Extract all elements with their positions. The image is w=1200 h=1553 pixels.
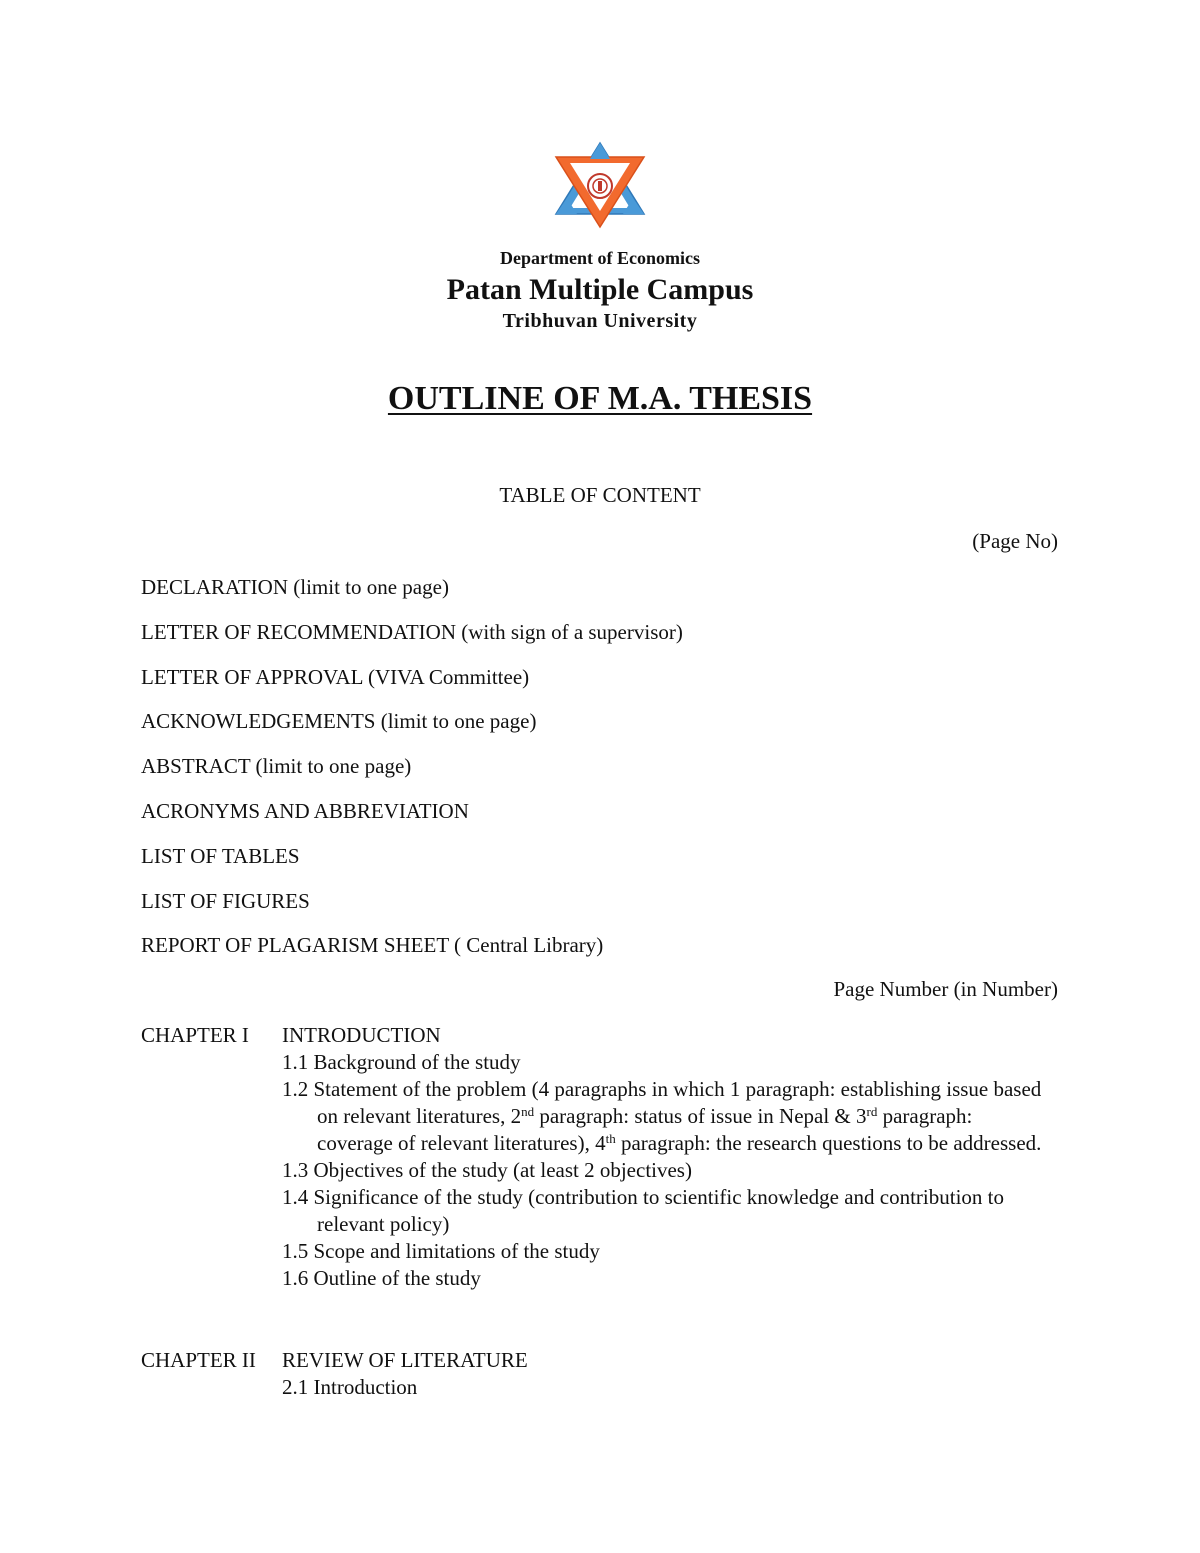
section-text: paragraph: the research questions to be addressed. — [615, 1131, 1042, 1155]
section-list — [282, 1049, 1042, 1292]
department-name: Department of Economics — [500, 248, 700, 268]
campus-name: Patan Multiple Campus — [446, 273, 754, 306]
front-matter-item: REPORT OF PLAGARISM SHEET ( Central Library) — [141, 933, 604, 958]
front-matter-item: ACKNOWLEDGEMENTS (limit to one page) — [141, 709, 537, 734]
section-item: 1.6 Outline of the study — [282, 1266, 481, 1290]
front-matter-item: LIST OF TABLES — [141, 843, 300, 868]
page-number-label: Page Number (in Number) — [833, 977, 1058, 1001]
section-text: 1.2 Statement of the problem (4 paragraphs in which 1 paragraph: establishing issue based on relevant literatures, 2 — [282, 1077, 1042, 1128]
toc-heading: TABLE OF CONTENT — [499, 483, 701, 507]
chapter-label: CHAPTER II — [141, 1348, 256, 1372]
section-item — [282, 1076, 1042, 1157]
section-text: paragraph: coverage of relevant literatures), 4 — [317, 1104, 973, 1155]
section-item: 1.3 Objectives of the study (at least 2 objectives) — [282, 1158, 692, 1182]
front-matter-item: ACRONYMS AND ABBREVIATION — [141, 798, 469, 823]
section-item: 1.1 Background of the study — [282, 1050, 521, 1074]
university-name: Tribhuvan University — [502, 310, 698, 332]
chapter-title: REVIEW OF LITERATURE — [282, 1348, 528, 1372]
chapter-title: INTRODUCTION — [282, 1023, 441, 1047]
page-no-label: (Page No) — [972, 529, 1058, 553]
section-text: paragraph: status of issue in Nepal & 3 — [534, 1104, 867, 1128]
front-matter-item: DECLARATION (limit to one page) — [141, 575, 449, 599]
front-matter-item: LETTER OF RECOMMENDATION (with sign of a supervisor) — [141, 619, 683, 644]
section-item: 1.4 Significance of the study (contribution to scientific knowledge and contribution to relevant policy) — [282, 1185, 1005, 1236]
university-logo — [553, 141, 647, 229]
document-title: OUTLINE OF M.A. THESIS — [387, 380, 813, 417]
section-list — [282, 1374, 1042, 1401]
section-item: 1.5 Scope and limitations of the study — [282, 1239, 600, 1263]
ordinal-suffix: nd — [521, 1104, 535, 1119]
front-matter-item: LETTER OF APPROVAL (VIVA Committee) — [141, 664, 530, 689]
ordinal-suffix: rd — [866, 1104, 878, 1119]
front-matter-item: ABSTRACT (limit to one page) — [141, 754, 412, 779]
front-matter-item: LIST OF FIGURES — [141, 888, 310, 913]
ordinal-suffix: th — [605, 1131, 616, 1146]
front-matter-list — [141, 573, 683, 976]
section-item: 2.1 Introduction — [282, 1375, 418, 1399]
chapter-label: CHAPTER I — [141, 1023, 249, 1047]
